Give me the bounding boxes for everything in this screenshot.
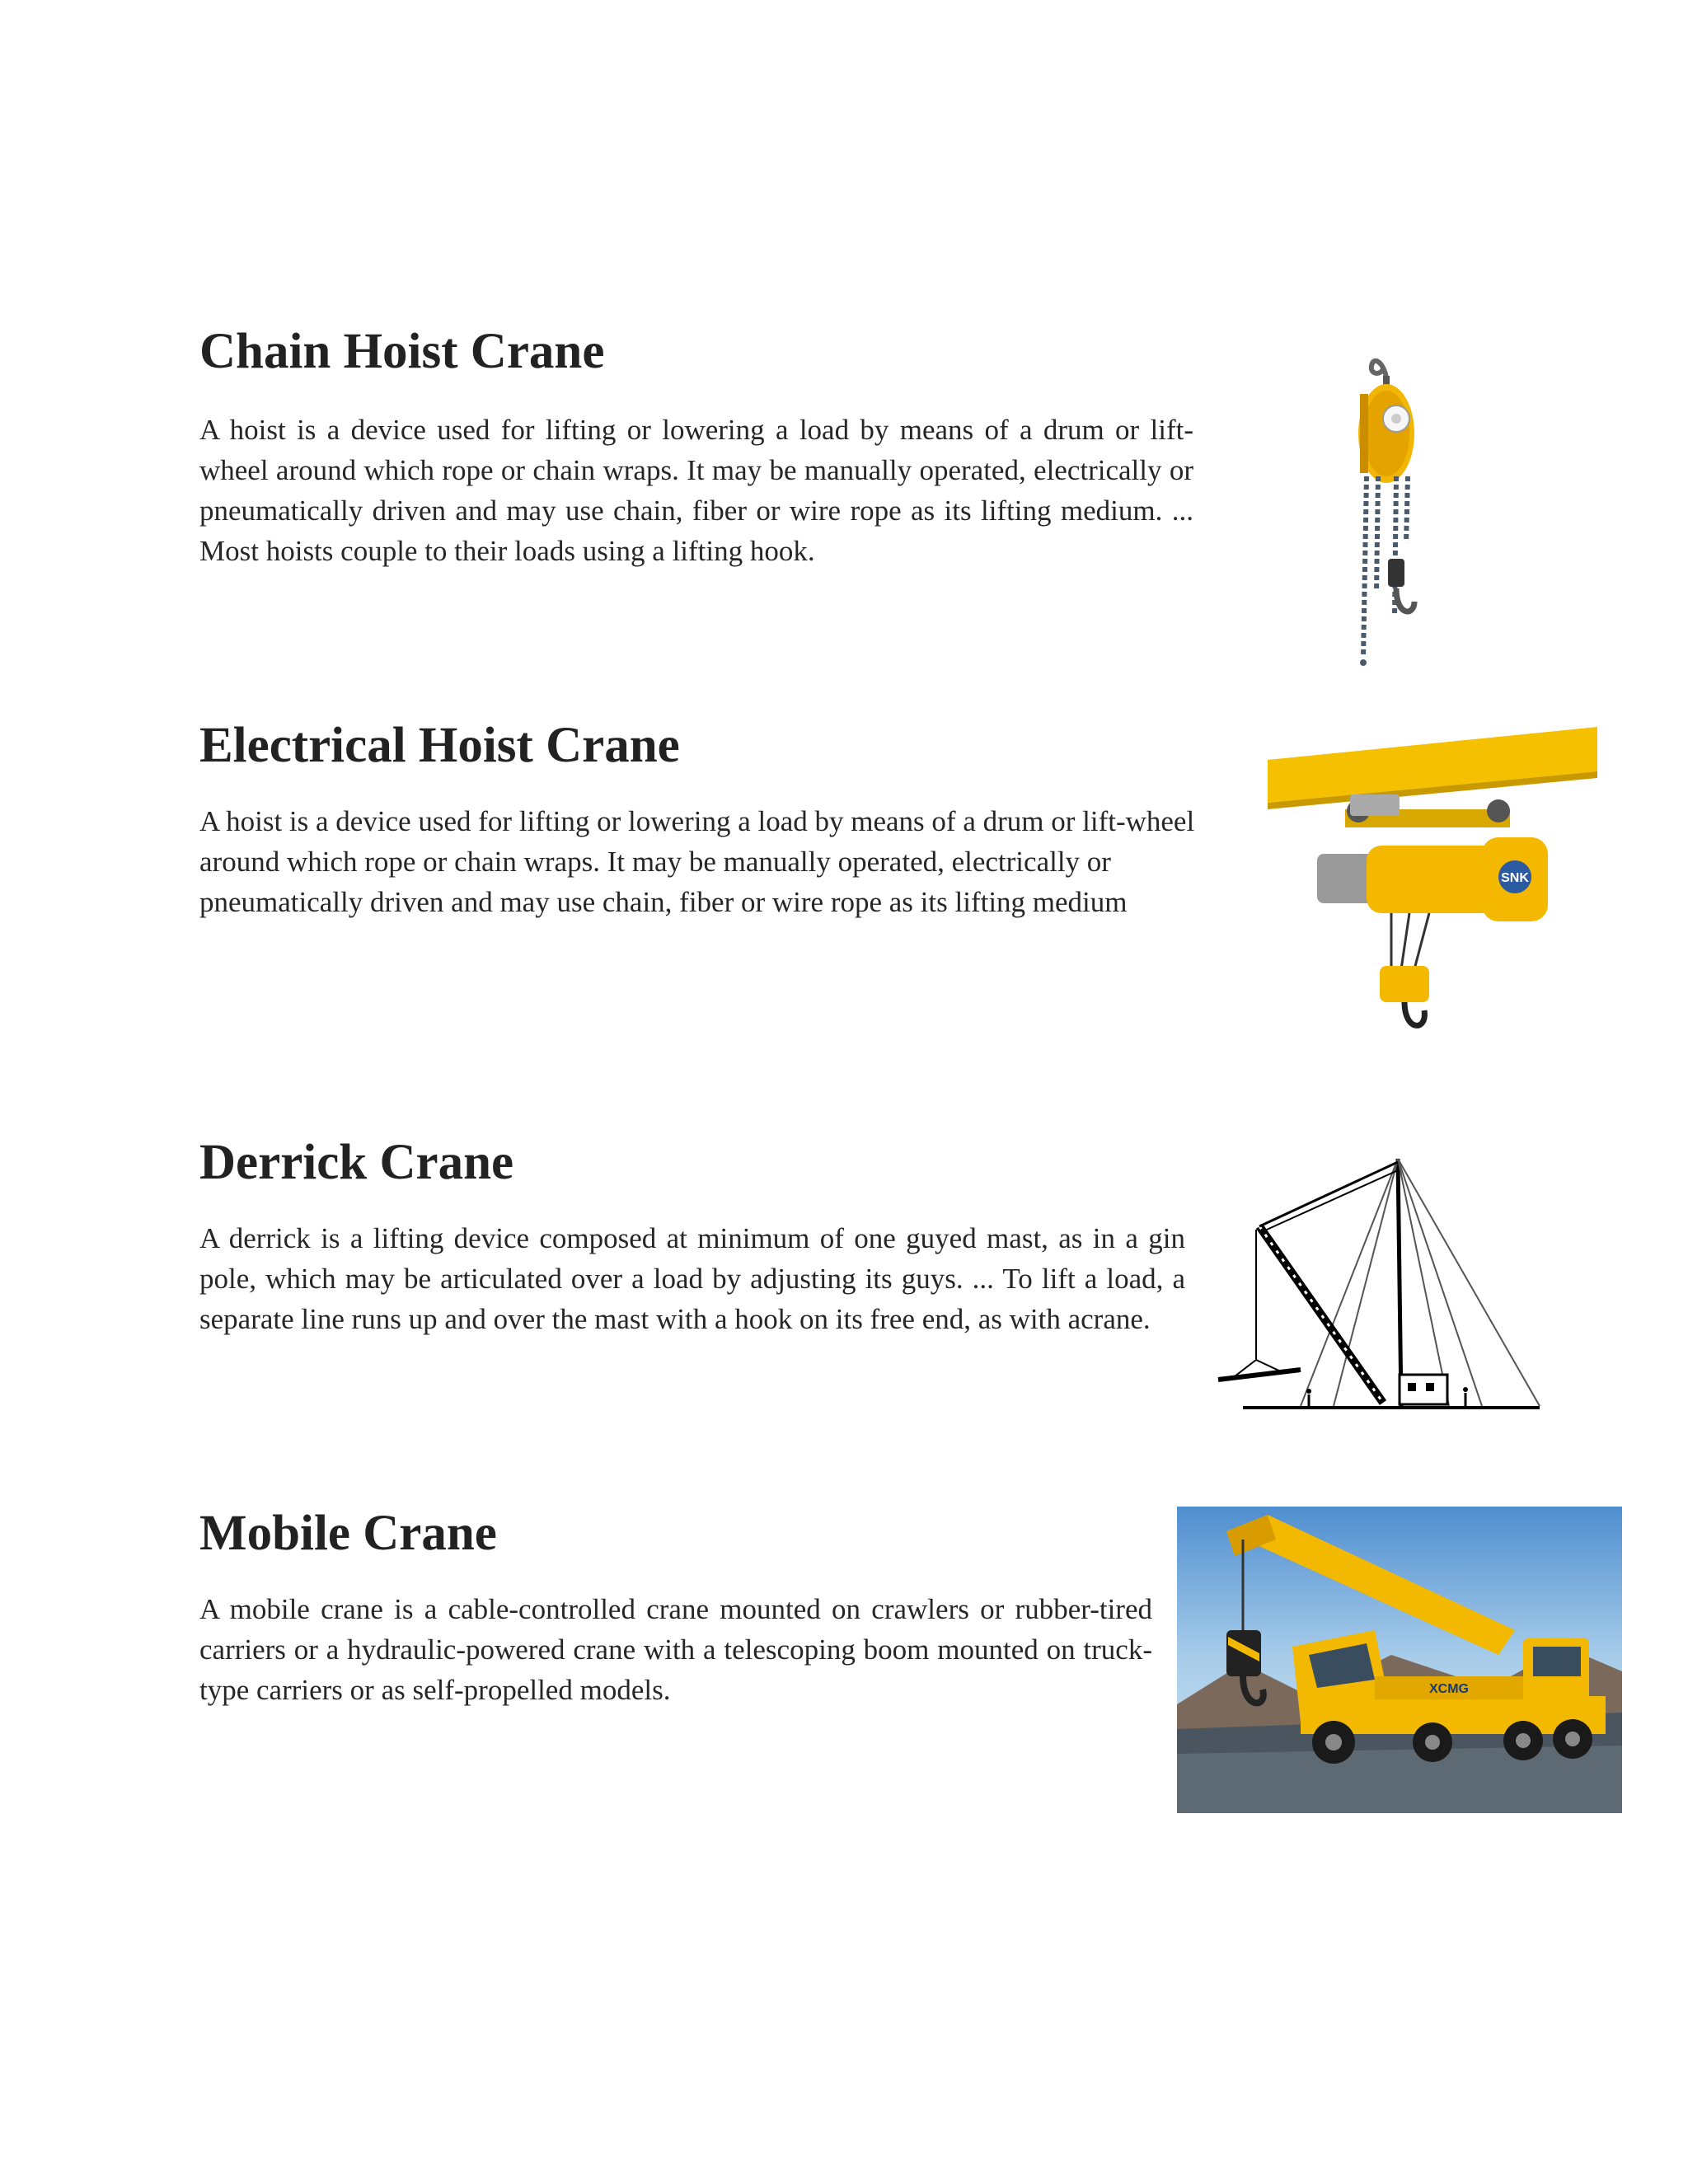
section-title: Chain Hoist Crane — [199, 324, 605, 379]
section-text: A hoist is a device used for lifting or lowering a load by means of a drum or lift-wheel around which rope or chain wraps. It may be manually operated, electrically or pneumatically driven and may use chain, fiber or wire rope as its lifting medium — [199, 805, 1195, 918]
section-chain-hoist — [199, 326, 1193, 571]
section-mobile — [199, 1508, 1152, 1710]
section-text: A derrick is a lifting device composed at minimum of one guyed mast, as in a gin pole, which may be articulated over a load by adjusting its guys. ... To lift a load, a separate line runs up and over the mast with a hook on its free end, as with acrane. — [199, 1222, 1185, 1335]
section-derrick — [199, 1137, 1185, 1339]
mobile-crane-image — [1177, 1507, 1622, 1813]
section-title: Derrick Crane — [199, 1135, 514, 1190]
electric-hoist-image — [1268, 722, 1601, 1037]
section-electrical-hoist — [199, 720, 1205, 922]
section-title: Electrical Hoist Crane — [199, 718, 680, 773]
section-text: A hoist is a device used for lifting or lowering a load by means of a drum or lift-wheel around which rope or chain wraps. It may be manually operated, electrically or pneumatically driven and may use chain, fiber or wire rope as its lifting medium. ... Most hoists couple to their loads using a lifting hook. — [199, 414, 1193, 567]
chain-hoist-image — [1335, 344, 1434, 676]
section-title: Mobile Crane — [199, 1506, 497, 1561]
section-text: A mobile crane is a cable-controlled crane mounted on crawlers or rubber-tired carriers or a hydraulic-powered crane with a telescoping boom mounted on truck-type carriers or as self-propelled models. — [199, 1593, 1152, 1706]
crane-brand-label: XCMG — [1429, 1682, 1469, 1696]
hoist-brand-label: SNK — [1501, 871, 1529, 885]
derrick-crane-image — [1210, 1154, 1548, 1411]
